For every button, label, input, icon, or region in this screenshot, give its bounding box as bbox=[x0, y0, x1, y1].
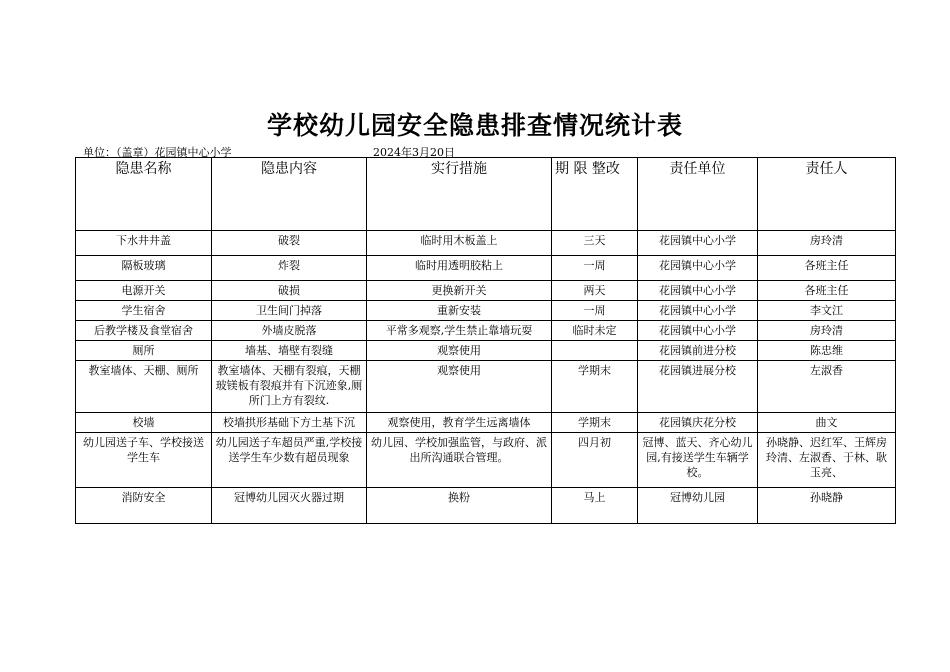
cell-deadline bbox=[552, 341, 638, 361]
cell-measures: 临时用透明胶粘上 bbox=[367, 256, 552, 281]
cell-measures: 换粉 bbox=[367, 488, 552, 524]
cell-hazard-name: 下水井井盖 bbox=[76, 231, 212, 256]
cell-measures: 幼儿园、学校加强监管，与政府、派出所沟通联合管理。 bbox=[367, 433, 552, 488]
cell-measures: 观察使用，教育学生远离墙体 bbox=[367, 413, 552, 433]
cell-deadline: 三天 bbox=[552, 231, 638, 256]
cell-responsible-person: 孙晓静 bbox=[758, 488, 896, 524]
cell-deadline: 两天 bbox=[552, 281, 638, 301]
table-row bbox=[76, 341, 896, 361]
cell-responsible-unit: 花园镇前进分校 bbox=[638, 341, 758, 361]
cell-hazard-name: 学生宿舍 bbox=[76, 301, 212, 321]
cell-responsible-person: 孙晓静、迟红军、王辉房玲清、左淑香、于林、耿玉亮、 bbox=[758, 433, 896, 488]
cell-responsible-person: 各班主任 bbox=[758, 256, 896, 281]
cell-hazard-name: 隔板玻璃 bbox=[76, 256, 212, 281]
cell-hazard-content: 幼儿园送子车超员严重,学校接送学生车少数有超员现象 bbox=[212, 433, 367, 488]
header-measures: 实行措施 bbox=[367, 158, 552, 231]
cell-responsible-person: 李文江 bbox=[758, 301, 896, 321]
cell-deadline: 一周 bbox=[552, 256, 638, 281]
cell-hazard-name: 电源开关 bbox=[76, 281, 212, 301]
table-row bbox=[76, 361, 896, 413]
cell-responsible-unit: 冠博幼儿园 bbox=[638, 488, 758, 524]
cell-measures: 临时用木板盖上 bbox=[367, 231, 552, 256]
cell-responsible-unit: 花园镇庆花分校 bbox=[638, 413, 758, 433]
table-row bbox=[76, 321, 896, 341]
table-row bbox=[76, 488, 896, 524]
cell-responsible-person: 陈忠维 bbox=[758, 341, 896, 361]
cell-hazard-name: 厕所 bbox=[76, 341, 212, 361]
cell-hazard-content: 破损 bbox=[212, 281, 367, 301]
cell-responsible-person: 房玲清 bbox=[758, 321, 896, 341]
cell-hazard-content: 墙基、墙壁有裂缝 bbox=[212, 341, 367, 361]
cell-responsible-unit: 花园镇中心小学 bbox=[638, 301, 758, 321]
table-row bbox=[76, 256, 896, 281]
cell-hazard-content: 教室墙体、天棚有裂痕，天棚玻镁板有裂痕并有下沉迹象,厕所门上方有裂纹. bbox=[212, 361, 367, 413]
cell-measures: 重新安装 bbox=[367, 301, 552, 321]
cell-responsible-person: 左淑香 bbox=[758, 361, 896, 413]
cell-responsible-unit: 花园镇中心小学 bbox=[638, 281, 758, 301]
cell-responsible-person: 房玲清 bbox=[758, 231, 896, 256]
cell-hazard-name: 校墙 bbox=[76, 413, 212, 433]
table-row bbox=[76, 231, 896, 256]
table-row bbox=[76, 413, 896, 433]
cell-hazard-name: 幼儿园送子车、学校接送学生车 bbox=[76, 433, 212, 488]
hazard-table bbox=[75, 157, 896, 524]
unit-label: 单位：（盖章）花园镇中心小学 bbox=[83, 146, 232, 159]
cell-responsible-unit: 花园镇中心小学 bbox=[638, 231, 758, 256]
header-hazard-name: 隐患名称 bbox=[76, 158, 212, 231]
cell-responsible-unit: 花园镇中心小学 bbox=[638, 321, 758, 341]
cell-hazard-name: 后教学楼及食堂宿舍 bbox=[76, 321, 212, 341]
cell-deadline: 一周 bbox=[552, 301, 638, 321]
cell-measures: 更换新开关 bbox=[367, 281, 552, 301]
document-title: 学校幼儿园安全隐患排查情况统计表 bbox=[266, 111, 683, 140]
cell-deadline: 马上 bbox=[552, 488, 638, 524]
cell-responsible-person: 各班主任 bbox=[758, 281, 896, 301]
header-hazard-content: 隐患内容 bbox=[212, 158, 367, 231]
table-header-row bbox=[76, 158, 896, 231]
cell-hazard-content: 破裂 bbox=[212, 231, 367, 256]
cell-hazard-name: 教室墙体、天棚、厕所 bbox=[76, 361, 212, 413]
cell-hazard-content: 校墙拱形基础下方土基下沉 bbox=[212, 413, 367, 433]
cell-responsible-person: 曲文 bbox=[758, 413, 896, 433]
cell-hazard-content: 卫生间门掉落 bbox=[212, 301, 367, 321]
cell-hazard-content: 炸裂 bbox=[212, 256, 367, 281]
cell-responsible-unit: 花园镇中心小学 bbox=[638, 256, 758, 281]
cell-responsible-unit: 花园镇进展分校 bbox=[638, 361, 758, 413]
table-row bbox=[76, 281, 896, 301]
cell-hazard-content: 冠博幼儿园灭火器过期 bbox=[212, 488, 367, 524]
cell-deadline: 学期末 bbox=[552, 413, 638, 433]
header-responsible-person: 责任人 bbox=[758, 158, 896, 231]
cell-deadline: 学期末 bbox=[552, 361, 638, 413]
cell-measures: 平常多观察,学生禁止靠墙玩耍 bbox=[367, 321, 552, 341]
cell-deadline: 四月初 bbox=[552, 433, 638, 488]
cell-responsible-unit: 冠博、蓝天、齐心幼儿园,有接送学生车辆学校。 bbox=[638, 433, 758, 488]
cell-hazard-content: 外墙皮脱落 bbox=[212, 321, 367, 341]
cell-measures: 观察使用 bbox=[367, 341, 552, 361]
cell-deadline: 临时未定 bbox=[552, 321, 638, 341]
table-row bbox=[76, 433, 896, 488]
header-deadline: 期 限 整改 bbox=[552, 158, 638, 231]
header-responsible-unit: 责任单位 bbox=[638, 158, 758, 231]
cell-hazard-name: 消防安全 bbox=[76, 488, 212, 524]
table-row bbox=[76, 301, 896, 321]
cell-measures: 观察使用 bbox=[367, 361, 552, 413]
report-date: 2024年3月20日 bbox=[373, 146, 455, 159]
